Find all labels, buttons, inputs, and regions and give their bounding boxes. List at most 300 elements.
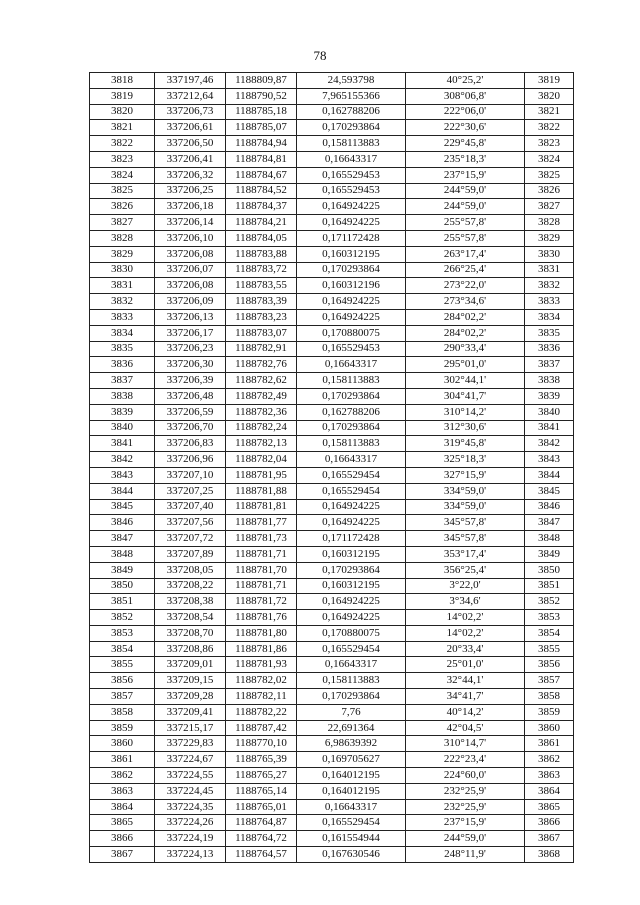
table-cell: 0,170293864 <box>297 562 406 578</box>
table-cell: 3826 <box>525 183 574 199</box>
table-cell: 0,162788206 <box>297 404 406 420</box>
table-cell: 0,160312196 <box>297 278 406 294</box>
table-row <box>90 341 574 357</box>
table-cell: 3863 <box>90 783 155 799</box>
table-cell: 3862 <box>90 768 155 784</box>
table-cell: 0,164924225 <box>297 294 406 310</box>
table-cell: 1188783,55 <box>226 278 297 294</box>
table-cell: 22,691364 <box>297 720 406 736</box>
table-cell: 337206,14 <box>155 215 226 231</box>
table-cell: 0,16643317 <box>297 799 406 815</box>
table-cell: 290°33,4' <box>406 341 525 357</box>
table-cell: 337206,10 <box>155 230 226 246</box>
table-cell: 1188784,21 <box>226 215 297 231</box>
table-row <box>90 183 574 199</box>
table-cell: 0,170293864 <box>297 262 406 278</box>
table-cell: 3860 <box>525 720 574 736</box>
table-cell: 273°22,0' <box>406 278 525 294</box>
table-cell: 3857 <box>525 673 574 689</box>
table-cell: 337224,35 <box>155 799 226 815</box>
table-cell: 3856 <box>525 657 574 673</box>
table-row <box>90 641 574 657</box>
table-cell: 244°59,0' <box>406 831 525 847</box>
table-cell: 337206,48 <box>155 388 226 404</box>
table-cell: 0,164012195 <box>297 783 406 799</box>
table-cell: 3858 <box>525 689 574 705</box>
table-cell: 7,76 <box>297 704 406 720</box>
table-cell: 1188783,72 <box>226 262 297 278</box>
table-row <box>90 452 574 468</box>
table-cell: 337207,40 <box>155 499 226 515</box>
table-cell: 345°57,8' <box>406 531 525 547</box>
table-row <box>90 720 574 736</box>
table-cell: 3861 <box>525 736 574 752</box>
table-cell: 337206,09 <box>155 294 226 310</box>
table-cell: 3845 <box>525 483 574 499</box>
table-cell: 3833 <box>90 309 155 325</box>
table-cell: 1188764,72 <box>226 831 297 847</box>
table-cell: 3845 <box>90 499 155 515</box>
table-cell: 3820 <box>90 104 155 120</box>
table-cell: 3847 <box>90 531 155 547</box>
table-cell: 3828 <box>525 215 574 231</box>
table-cell: 229°45,8' <box>406 136 525 152</box>
table-cell: 1188784,81 <box>226 151 297 167</box>
table-cell: 3848 <box>525 531 574 547</box>
table-row <box>90 309 574 325</box>
table-cell: 244°59,0' <box>406 199 525 215</box>
table-cell: 3833 <box>525 294 574 310</box>
table-cell: 25°01,0' <box>406 657 525 673</box>
table-row <box>90 120 574 136</box>
table-cell: 3826 <box>90 199 155 215</box>
table-cell: 1188782,76 <box>226 357 297 373</box>
table-cell: 1188781,76 <box>226 610 297 626</box>
table-cell: 337206,83 <box>155 436 226 452</box>
table-cell: 3829 <box>525 230 574 246</box>
table-row <box>90 294 574 310</box>
table-cell: 32°44,1' <box>406 673 525 689</box>
table-cell: 244°59,0' <box>406 183 525 199</box>
table-cell: 3860 <box>90 736 155 752</box>
table-cell: 337207,10 <box>155 467 226 483</box>
table-cell: 3844 <box>525 467 574 483</box>
table-cell: 3822 <box>90 136 155 152</box>
table-cell: 1188781,73 <box>226 531 297 547</box>
table-cell: 1188785,18 <box>226 104 297 120</box>
table-cell: 3834 <box>525 309 574 325</box>
table-cell: 1188781,72 <box>226 594 297 610</box>
table-cell: 337207,25 <box>155 483 226 499</box>
table-cell: 3855 <box>525 641 574 657</box>
table-row <box>90 578 574 594</box>
table-cell: 0,165529454 <box>297 815 406 831</box>
table-row <box>90 151 574 167</box>
table-row <box>90 325 574 341</box>
table-cell: 0,170293864 <box>297 689 406 705</box>
table-cell: 1188765,14 <box>226 783 297 799</box>
table-row <box>90 262 574 278</box>
table-cell: 1188781,88 <box>226 483 297 499</box>
table-row <box>90 799 574 815</box>
table-cell: 337206,70 <box>155 420 226 436</box>
table-cell: 3828 <box>90 230 155 246</box>
table-cell: 3821 <box>90 120 155 136</box>
coordinates-table-body <box>90 73 574 863</box>
table-cell: 3831 <box>525 262 574 278</box>
table-cell: 3841 <box>90 436 155 452</box>
table-cell: 3843 <box>525 452 574 468</box>
table-cell: 232°25,9' <box>406 783 525 799</box>
table-row <box>90 104 574 120</box>
table-cell: 0,16643317 <box>297 657 406 673</box>
table-cell: 337206,41 <box>155 151 226 167</box>
table-cell: 337224,19 <box>155 831 226 847</box>
table-cell: 1188782,91 <box>226 341 297 357</box>
table-cell: 3852 <box>525 594 574 610</box>
table-cell: 266°25,4' <box>406 262 525 278</box>
table-cell: 0,165529453 <box>297 167 406 183</box>
table-cell: 3853 <box>90 625 155 641</box>
table-cell: 1188764,57 <box>226 847 297 863</box>
table-cell: 0,162788206 <box>297 104 406 120</box>
table-cell: 3835 <box>90 341 155 357</box>
table-cell: 1188782,49 <box>226 388 297 404</box>
table-cell: 3823 <box>525 136 574 152</box>
table-cell: 235°18,3' <box>406 151 525 167</box>
table-cell: 310°14,2' <box>406 404 525 420</box>
table-row <box>90 783 574 799</box>
table-cell: 0,164924225 <box>297 594 406 610</box>
table-row <box>90 847 574 863</box>
table-cell: 1188781,70 <box>226 562 297 578</box>
table-cell: 337224,13 <box>155 847 226 863</box>
table-cell: 222°30,6' <box>406 120 525 136</box>
table-cell: 304°41,7' <box>406 388 525 404</box>
table-cell: 0,169705627 <box>297 752 406 768</box>
table-cell: 310°14,7' <box>406 736 525 752</box>
table-cell: 325°18,3' <box>406 452 525 468</box>
table-cell: 3856 <box>90 673 155 689</box>
table-cell: 0,170293864 <box>297 120 406 136</box>
table-cell: 337209,28 <box>155 689 226 705</box>
table-cell: 337208,05 <box>155 562 226 578</box>
table-cell: 1188765,39 <box>226 752 297 768</box>
table-cell: 3864 <box>90 799 155 815</box>
table-cell: 0,171172428 <box>297 531 406 547</box>
table-cell: 3855 <box>90 657 155 673</box>
table-cell: 308°06,8' <box>406 88 525 104</box>
table-cell: 3849 <box>525 546 574 562</box>
table-cell: 248°11,9' <box>406 847 525 863</box>
table-cell: 237°15,9' <box>406 167 525 183</box>
table-cell: 20°33,4' <box>406 641 525 657</box>
table-cell: 1188782,62 <box>226 373 297 389</box>
table-cell: 0,165529453 <box>297 183 406 199</box>
table-cell: 337206,32 <box>155 167 226 183</box>
table-cell: 337212,64 <box>155 88 226 104</box>
table-cell: 3837 <box>525 357 574 373</box>
table-row <box>90 625 574 641</box>
table-cell: 3829 <box>90 246 155 262</box>
table-cell: 337209,01 <box>155 657 226 673</box>
table-cell: 40°25,2' <box>406 73 525 89</box>
table-cell: 337209,15 <box>155 673 226 689</box>
table-row <box>90 594 574 610</box>
table-cell: 337207,56 <box>155 515 226 531</box>
table-cell: 3818 <box>90 73 155 89</box>
table-cell: 3859 <box>525 704 574 720</box>
table-cell: 337206,30 <box>155 357 226 373</box>
table-cell: 345°57,8' <box>406 515 525 531</box>
table-cell: 0,171172428 <box>297 230 406 246</box>
table-cell: 0,158113883 <box>297 436 406 452</box>
table-cell: 1188784,52 <box>226 183 297 199</box>
table-cell: 3859 <box>90 720 155 736</box>
table-cell: 224°60,0' <box>406 768 525 784</box>
table-cell: 3866 <box>90 831 155 847</box>
table-cell: 1188765,27 <box>226 768 297 784</box>
table-cell: 1188782,11 <box>226 689 297 705</box>
table-cell: 0,160312195 <box>297 546 406 562</box>
table-row <box>90 167 574 183</box>
table-cell: 222°06,0' <box>406 104 525 120</box>
table-cell: 6,98639392 <box>297 736 406 752</box>
table-cell: 3841 <box>525 420 574 436</box>
table-cell: 337224,45 <box>155 783 226 799</box>
table-cell: 1188782,36 <box>226 404 297 420</box>
table-cell: 255°57,8' <box>406 230 525 246</box>
table-cell: 3820 <box>525 88 574 104</box>
table-row <box>90 610 574 626</box>
table-row <box>90 831 574 847</box>
table-cell: 3834 <box>90 325 155 341</box>
table-cell: 1188782,02 <box>226 673 297 689</box>
table-cell: 3832 <box>525 278 574 294</box>
table-cell: 1188782,24 <box>226 420 297 436</box>
table-cell: 222°23,4' <box>406 752 525 768</box>
table-cell: 1188770,10 <box>226 736 297 752</box>
table-cell: 3839 <box>90 404 155 420</box>
table-cell: 337207,72 <box>155 531 226 547</box>
table-cell: 1188781,81 <box>226 499 297 515</box>
table-cell: 337208,86 <box>155 641 226 657</box>
table-cell: 3836 <box>90 357 155 373</box>
table-cell: 1188782,13 <box>226 436 297 452</box>
table-cell: 0,158113883 <box>297 673 406 689</box>
table-row <box>90 736 574 752</box>
table-row <box>90 673 574 689</box>
table-cell: 0,167630546 <box>297 847 406 863</box>
table-cell: 24,593798 <box>297 73 406 89</box>
table-cell: 312°30,6' <box>406 420 525 436</box>
table-cell: 3823 <box>90 151 155 167</box>
table-row <box>90 73 574 89</box>
table-row <box>90 467 574 483</box>
table-row <box>90 136 574 152</box>
table-cell: 337224,26 <box>155 815 226 831</box>
table-cell: 0,164924225 <box>297 309 406 325</box>
table-cell: 3868 <box>525 847 574 863</box>
table-cell: 1188784,37 <box>226 199 297 215</box>
table-cell: 3858 <box>90 704 155 720</box>
table-cell: 3821 <box>525 104 574 120</box>
table-cell: 1188782,04 <box>226 452 297 468</box>
table-cell: 3865 <box>90 815 155 831</box>
table-cell: 1188781,95 <box>226 467 297 483</box>
table-row <box>90 815 574 831</box>
table-cell: 3840 <box>90 420 155 436</box>
table-cell: 337224,67 <box>155 752 226 768</box>
table-cell: 3846 <box>525 499 574 515</box>
table-cell: 3836 <box>525 341 574 357</box>
table-cell: 3867 <box>90 847 155 863</box>
table-cell: 0,164924225 <box>297 499 406 515</box>
table-cell: 0,165529454 <box>297 483 406 499</box>
table-cell: 3847 <box>525 515 574 531</box>
table-cell: 3839 <box>525 388 574 404</box>
table-cell: 1188781,80 <box>226 625 297 641</box>
table-cell: 3842 <box>525 436 574 452</box>
page-number: 78 <box>313 48 327 63</box>
table-cell: 337206,18 <box>155 199 226 215</box>
table-cell: 337197,46 <box>155 73 226 89</box>
table-cell: 0,160312195 <box>297 246 406 262</box>
table-row <box>90 420 574 436</box>
table-cell: 3843 <box>90 467 155 483</box>
table-cell: 0,164924225 <box>297 610 406 626</box>
table-cell: 337206,07 <box>155 262 226 278</box>
table-cell: 334°59,0' <box>406 483 525 499</box>
table-row <box>90 388 574 404</box>
table-cell: 0,170293864 <box>297 420 406 436</box>
table-cell: 337208,22 <box>155 578 226 594</box>
table-cell: 1188782,22 <box>226 704 297 720</box>
table-cell: 295°01,0' <box>406 357 525 373</box>
table-row <box>90 278 574 294</box>
table-cell: 3819 <box>90 88 155 104</box>
table-cell: 0,164012195 <box>297 768 406 784</box>
table-cell: 1188783,23 <box>226 309 297 325</box>
table-cell: 0,170880075 <box>297 625 406 641</box>
table-cell: 3838 <box>525 373 574 389</box>
table-cell: 0,160312195 <box>297 578 406 594</box>
table-cell: 3822 <box>525 120 574 136</box>
table-cell: 3863 <box>525 768 574 784</box>
table-cell: 263°17,4' <box>406 246 525 262</box>
table-cell: 42°04,5' <box>406 720 525 736</box>
table-cell: 3849 <box>90 562 155 578</box>
table-cell: 337206,73 <box>155 104 226 120</box>
table-cell: 1188781,71 <box>226 546 297 562</box>
table-cell: 0,164924225 <box>297 515 406 531</box>
table-cell: 0,164924225 <box>297 215 406 231</box>
table-cell: 3862 <box>525 752 574 768</box>
table-cell: 337209,41 <box>155 704 226 720</box>
coordinates-table <box>89 72 574 863</box>
table-cell: 3850 <box>525 562 574 578</box>
table-cell: 337206,25 <box>155 183 226 199</box>
table-cell: 337215,17 <box>155 720 226 736</box>
table-cell: 237°15,9' <box>406 815 525 831</box>
table-cell: 3°22,0' <box>406 578 525 594</box>
table-cell: 3827 <box>525 199 574 215</box>
table-cell: 7,965155366 <box>297 88 406 104</box>
table-cell: 337206,08 <box>155 278 226 294</box>
table-cell: 1188784,67 <box>226 167 297 183</box>
table-row <box>90 531 574 547</box>
table-cell: 3830 <box>525 246 574 262</box>
table-row <box>90 515 574 531</box>
table-cell: 232°25,9' <box>406 799 525 815</box>
table-row <box>90 436 574 452</box>
table-cell: 3866 <box>525 815 574 831</box>
table-cell: 337206,23 <box>155 341 226 357</box>
table-cell: 3827 <box>90 215 155 231</box>
table-row <box>90 768 574 784</box>
table-cell: 3838 <box>90 388 155 404</box>
table-cell: 3853 <box>525 610 574 626</box>
table-cell: 3825 <box>525 167 574 183</box>
table-cell: 1188783,88 <box>226 246 297 262</box>
table-cell: 3850 <box>90 578 155 594</box>
table-row <box>90 88 574 104</box>
table-cell: 3831 <box>90 278 155 294</box>
table-cell: 327°15,9' <box>406 467 525 483</box>
table-cell: 3830 <box>90 262 155 278</box>
table-cell: 3819 <box>525 73 574 89</box>
table-cell: 3864 <box>525 783 574 799</box>
table-row <box>90 657 574 673</box>
table-cell: 0,16643317 <box>297 452 406 468</box>
table-cell: 3854 <box>90 641 155 657</box>
table-cell: 3857 <box>90 689 155 705</box>
table-row <box>90 546 574 562</box>
table-row <box>90 215 574 231</box>
table-cell: 255°57,8' <box>406 215 525 231</box>
table-cell: 3840 <box>525 404 574 420</box>
table-cell: 3842 <box>90 452 155 468</box>
table-cell: 284°02,2' <box>406 309 525 325</box>
table-cell: 337206,08 <box>155 246 226 262</box>
table-cell: 337206,96 <box>155 452 226 468</box>
table-cell: 0,158113883 <box>297 136 406 152</box>
table-row <box>90 404 574 420</box>
table-cell: 273°34,6' <box>406 294 525 310</box>
table-cell: 3852 <box>90 610 155 626</box>
table-cell: 284°02,2' <box>406 325 525 341</box>
table-cell: 1188787,42 <box>226 720 297 736</box>
table-cell: 0,158113883 <box>297 373 406 389</box>
table-row <box>90 230 574 246</box>
table-cell: 337208,70 <box>155 625 226 641</box>
table-cell: 3851 <box>525 578 574 594</box>
table-cell: 1188765,01 <box>226 799 297 815</box>
table-cell: 3867 <box>525 831 574 847</box>
table-cell: 3832 <box>90 294 155 310</box>
table-row <box>90 373 574 389</box>
table-cell: 0,164924225 <box>297 199 406 215</box>
table-row <box>90 199 574 215</box>
table-row <box>90 562 574 578</box>
table-cell: 3846 <box>90 515 155 531</box>
table-cell: 0,161554944 <box>297 831 406 847</box>
table-cell: 1188783,39 <box>226 294 297 310</box>
table-cell: 337229,83 <box>155 736 226 752</box>
table-cell: 3865 <box>525 799 574 815</box>
table-row <box>90 704 574 720</box>
table-cell: 319°45,8' <box>406 436 525 452</box>
